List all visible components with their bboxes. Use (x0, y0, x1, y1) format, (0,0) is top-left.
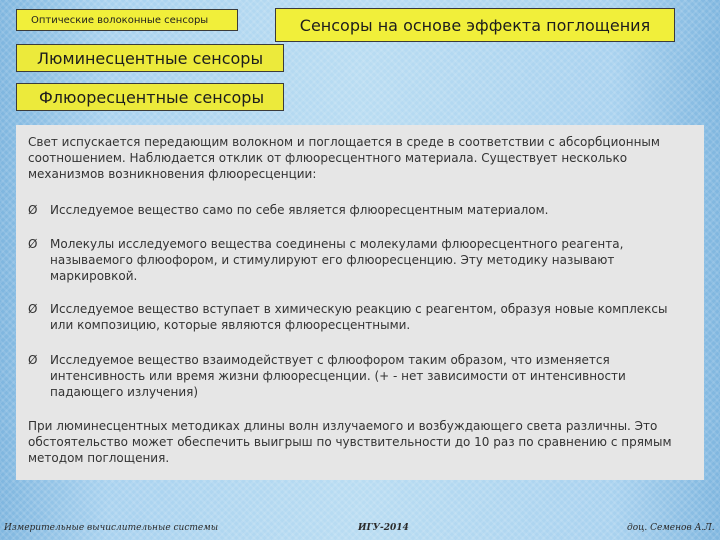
bullet-item (28, 301, 688, 333)
bullet-text: Исследуемое вещество само по себе является флюоресцентным материалом. (50, 203, 549, 217)
bullet-text: Исследуемое вещество вступает в химическую реакцию с реагентом, образуя новые комплексы или композицию, которые являются флюоресцентными. (50, 302, 668, 332)
slide-title-box (275, 8, 675, 42)
bullet-item (28, 202, 688, 218)
subheading-luminescent: Люминесцентные сенсоры (37, 48, 264, 68)
subheading-fluorescent: Флюоресцентные сенсоры (39, 87, 265, 107)
bullet-arrow-icon: Ø (28, 203, 38, 217)
subheading-luminescent-box (16, 44, 284, 72)
slide-title: Сенсоры на основе эффекта поглощения (299, 15, 651, 35)
footer-course: Измерительные вычислительные системы (4, 523, 219, 533)
bullet-text: Исследуемое вещество взаимодействует с флюофором таким образом, что изменяется интенсивность или время жизни флюоресценции. (+ - нет зависимости от интенсивности падающего излучения) (50, 353, 626, 399)
subheading-fluorescent-box (16, 83, 284, 111)
section-title-box (16, 9, 238, 31)
bullet-arrow-icon: Ø (28, 302, 38, 316)
section-title: Оптические волоконные сенсоры (31, 14, 209, 26)
intro-paragraph: Свет испускается передающим волокном и поглощается в среде в соответствии с абсорбционным соотношением. Наблюдается отклик от флюоресцентного материала. Существует несколько механизмов возникновения флюоресценции: (28, 135, 660, 181)
bullet-item (28, 352, 688, 400)
footer-institution: ИГУ-2014 (358, 523, 409, 533)
bullet-arrow-icon: Ø (28, 353, 38, 367)
closing-paragraph: При люминесцентных методиках длины волн излучаемого и возбуждающего света различны. Это обстоятельство может обеспечить выигрыш по чувствительности до 10 раз по сравнению с прямым методом поглощения. (28, 419, 672, 465)
bullet-item (28, 236, 688, 284)
bullet-arrow-icon: Ø (28, 237, 38, 251)
footer-author: доц. Семенов А.Л. (627, 523, 715, 533)
bullet-text: Молекулы исследуемого вещества соединены с молекулами флюоресцентного реагента, называемого флюофором, и стимулируют его флюоресценцию. Эту методику называют маркировкой. (50, 237, 624, 283)
